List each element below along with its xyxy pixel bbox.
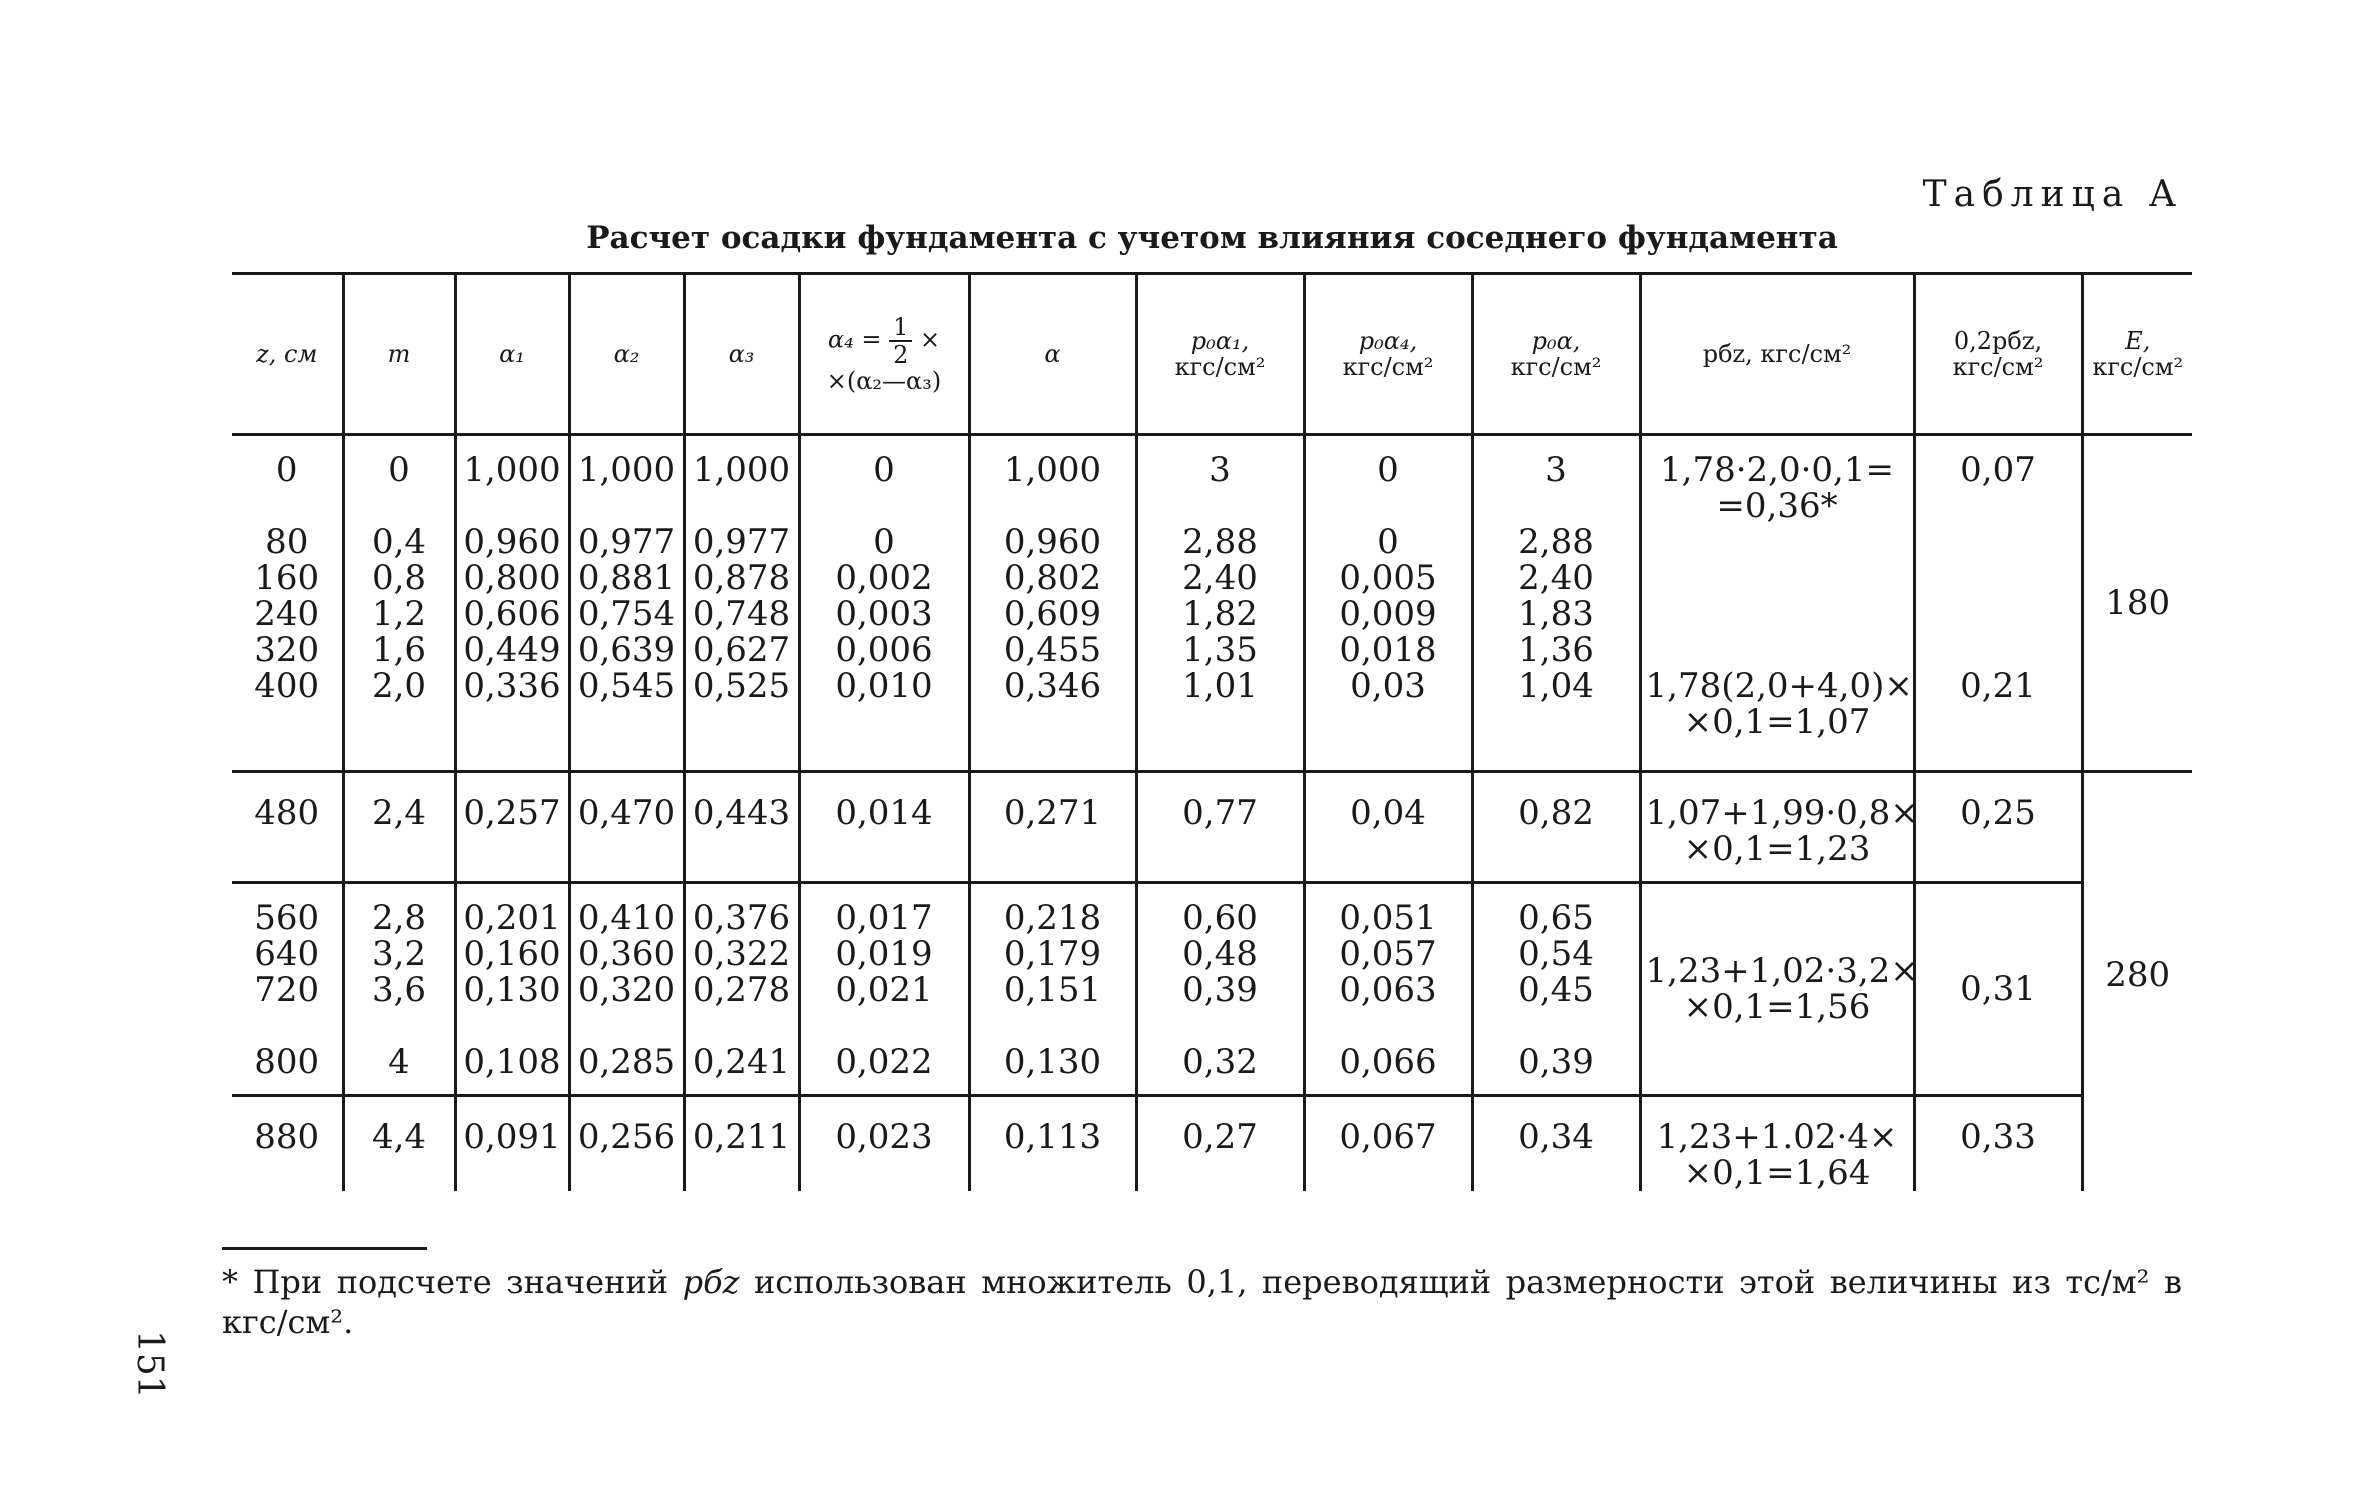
table-row: [232, 452, 2192, 488]
a4-cell: 0,010: [799, 668, 969, 754]
a1-cell: 0,800: [455, 560, 569, 596]
m-cell: 0,4: [343, 488, 455, 560]
m-cell: 4,4: [343, 1096, 455, 1192]
header-alpha: α: [969, 274, 1136, 435]
z-cell: 80: [265, 522, 309, 562]
m-cell: 1,6: [343, 632, 455, 668]
p0a-cell: 0,39: [1472, 1008, 1640, 1096]
header-p0a4: p₀α₄, кгс/см²: [1304, 274, 1472, 435]
a3-cell: 1,000: [684, 452, 799, 488]
z-cell: 240: [254, 594, 320, 634]
a2-cell: 1,000: [569, 452, 684, 488]
alpha-cell: 0,271: [969, 772, 1136, 883]
alpha-cell: 0,151: [969, 972, 1136, 1008]
pbz02-cell: 0,31: [1914, 883, 2082, 1096]
pbz02-cell: 0,21: [1914, 668, 2082, 754]
a3-cell: 0,525: [684, 668, 799, 754]
a2-cell: 0,256: [569, 1096, 684, 1192]
header-a4: α₄ = $\frac{1}{2}$ × ×(α₂—α₃): [799, 274, 969, 435]
m-cell: 1,2: [343, 596, 455, 632]
pbz-cell: 1,23+1,02·3,2× ×0,1=1,56: [1640, 883, 1914, 1096]
p0a-cell: 0,82: [1472, 772, 1640, 883]
table-row: [232, 668, 2192, 754]
header-pbz02: 0,2pбz, кгс/см²: [1914, 274, 2082, 435]
a4-cell: 0,006: [799, 632, 969, 668]
header-pbz: pбz, кгс/см²: [1640, 274, 1914, 435]
a2-cell: 0,977: [569, 488, 684, 560]
e-value-2: 280: [2082, 772, 2192, 1192]
a1-cell: 0,606: [455, 596, 569, 632]
pbz-cell: 1,78·2,0·0,1= =0,36*: [1640, 452, 1914, 560]
a2-cell: 0,545: [569, 668, 684, 754]
p0a1-cell: 0,60: [1136, 883, 1304, 937]
m-cell: 2,4: [343, 772, 455, 883]
p0a1-cell: 0,39: [1136, 972, 1304, 1008]
a2-cell: 0,639: [569, 632, 684, 668]
p0a-cell: 1,83: [1472, 596, 1640, 632]
a2-cell: 0,320: [569, 972, 684, 1008]
p0a-cell: 2,88: [1472, 488, 1640, 560]
p0a1-cell: 2,40: [1136, 560, 1304, 596]
a4-cell: 0: [799, 488, 969, 560]
a2-cell: 0,285: [569, 1008, 684, 1096]
a1-cell: 0,108: [455, 1008, 569, 1096]
alpha-cell: 0,455: [969, 632, 1136, 668]
a1-cell: 1,000: [455, 452, 569, 488]
p0a4-cell: 0,057: [1304, 936, 1472, 972]
p0a1-cell: 1,35: [1136, 632, 1304, 668]
a3-cell: 0,443: [684, 772, 799, 883]
p0a-cell: 0,45: [1472, 972, 1640, 1008]
alpha-cell: 0,113: [969, 1096, 1136, 1192]
a1-cell: 0,336: [455, 668, 569, 754]
p0a4-cell: 0,063: [1304, 972, 1472, 1008]
p0a-cell: 0,65: [1472, 883, 1640, 937]
header-a3: α₃: [684, 274, 799, 435]
p0a1-cell: 0,32: [1136, 1008, 1304, 1096]
p0a-cell: 3: [1472, 452, 1640, 488]
p0a-cell: 0,54: [1472, 936, 1640, 972]
p0a-cell: 1,04: [1472, 668, 1640, 754]
a4-cell: 0: [799, 452, 969, 488]
z-cell: 560: [232, 883, 343, 937]
m-cell: 4: [343, 1008, 455, 1096]
m-cell: 3,6: [343, 972, 455, 1008]
a4-cell: 0,021: [799, 972, 969, 1008]
p0a4-cell: 0,018: [1304, 632, 1472, 668]
p0a4-cell: 0: [1304, 488, 1472, 560]
z-cell: 320: [254, 630, 320, 670]
m-cell: 2,8: [343, 883, 455, 937]
p0a-cell: 0,34: [1472, 1096, 1640, 1192]
a3-cell: 0,977: [684, 488, 799, 560]
a3-cell: 0,241: [684, 1008, 799, 1096]
z-cell: 880: [232, 1096, 343, 1192]
pbz02-cell: 0,33: [1914, 1096, 2082, 1192]
p0a1-cell: 2,88: [1136, 488, 1304, 560]
header-p0a: p₀α, кгс/см²: [1472, 274, 1640, 435]
p0a1-cell: 0,48: [1136, 936, 1304, 972]
a4-cell: 0,023: [799, 1096, 969, 1192]
a2-cell: 0,410: [569, 883, 684, 937]
a1-cell: 0,160: [455, 936, 569, 972]
p0a4-cell: 0,005: [1304, 560, 1472, 596]
z-cell: 0: [275, 450, 298, 490]
a4-cell: 0,003: [799, 596, 969, 632]
p0a1-cell: 1,01: [1136, 668, 1304, 754]
a1-cell: 0,130: [455, 972, 569, 1008]
z-cell: 800: [254, 1042, 320, 1082]
p0a4-cell: 0,04: [1304, 772, 1472, 883]
alpha-cell: 0,130: [969, 1008, 1136, 1096]
a4-cell: 0,014: [799, 772, 969, 883]
p0a1-cell: 3: [1136, 452, 1304, 488]
page-number: 151: [129, 1330, 170, 1399]
table-row: [232, 883, 2192, 937]
a2-cell: 0,754: [569, 596, 684, 632]
m-cell: 3,2: [343, 936, 455, 972]
a3-cell: 0,627: [684, 632, 799, 668]
p0a-cell: 2,40: [1472, 560, 1640, 596]
a2-cell: 0,360: [569, 936, 684, 972]
a4-cell: 0,017: [799, 883, 969, 937]
a4-cell: 0,022: [799, 1008, 969, 1096]
header-m: m: [343, 274, 455, 435]
a1-cell: 0,201: [455, 883, 569, 937]
p0a1-cell: 0,27: [1136, 1096, 1304, 1192]
spacer-row: [232, 754, 2192, 772]
pbz-empty-cell: [1640, 560, 1914, 668]
settlement-table: [232, 272, 2192, 1191]
e-value-1: 180: [2082, 435, 2192, 772]
header-row: [232, 274, 2192, 435]
alpha-cell: 0,960: [969, 488, 1136, 560]
table-caption: Расчет осадки фундамента с учетом влияния соседнего фундамента: [586, 220, 1838, 256]
table-label: Таблица А: [1922, 174, 2183, 215]
a1-cell: 0,449: [455, 632, 569, 668]
p0a4-cell: 0,066: [1304, 1008, 1472, 1096]
footnote-divider: [222, 1247, 427, 1250]
pbz02-empty-cell: [1914, 560, 2082, 668]
a3-cell: 0,322: [684, 936, 799, 972]
header-p0a1: p₀α₁, кгс/см²: [1136, 274, 1304, 435]
header-a1: α₁: [455, 274, 569, 435]
z-cell: 160: [254, 558, 320, 598]
alpha-cell: 0,179: [969, 936, 1136, 972]
p0a1-cell: 1,82: [1136, 596, 1304, 632]
table-row: [232, 1096, 2192, 1192]
a2-cell: 0,470: [569, 772, 684, 883]
a3-cell: 0,376: [684, 883, 799, 937]
a4-cell: 0,002: [799, 560, 969, 596]
a1-cell: 0,257: [455, 772, 569, 883]
table-row: [232, 560, 2192, 596]
pbz-cell: 1,07+1,99·0,8× ×0,1=1,23: [1640, 772, 1914, 883]
z-cell: 480: [232, 772, 343, 883]
m-cell: 0,8: [343, 560, 455, 596]
alpha-cell: 0,609: [969, 596, 1136, 632]
z-cell: 640: [254, 934, 320, 974]
p0a4-cell: 0: [1304, 452, 1472, 488]
a3-cell: 0,278: [684, 972, 799, 1008]
alpha-cell: 1,000: [969, 452, 1136, 488]
pbz02-cell: 0,07: [1914, 452, 2082, 560]
header-a4-fraction: $\frac{1}{2}$: [889, 314, 912, 368]
header-a2: α₂: [569, 274, 684, 435]
footnote-symbol: pбz: [682, 1263, 740, 1301]
m-cell: 0: [343, 452, 455, 488]
a2-cell: 0,881: [569, 560, 684, 596]
header-e: E, кгс/см²: [2082, 274, 2192, 435]
table-row: [232, 772, 2192, 883]
footnote: * При подсчете значений pбz использован множитель 0,1, переводящий размерности этой величины из тс/м² в кгс/см².: [222, 1263, 2183, 1341]
p0a-cell: 1,36: [1472, 632, 1640, 668]
a3-cell: 0,878: [684, 560, 799, 596]
m-cell: 2,0: [343, 668, 455, 754]
p0a4-cell: 0,067: [1304, 1096, 1472, 1192]
pbz-cell: 1,23+1.02·4× ×0,1=1,64: [1640, 1096, 1914, 1192]
a4-cell: 0,019: [799, 936, 969, 972]
p0a1-cell: 0,77: [1136, 772, 1304, 883]
alpha-cell: 0,346: [969, 668, 1136, 754]
z-cell: 400: [254, 666, 320, 706]
pbz-cell: 1,78(2,0+4,0)× ×0,1=1,07: [1640, 668, 1914, 754]
z-cell: 720: [254, 970, 320, 1010]
alpha-cell: 0,802: [969, 560, 1136, 596]
header-z: z, см: [232, 274, 343, 435]
a1-cell: 0,960: [455, 488, 569, 560]
alpha-cell: 0,218: [969, 883, 1136, 937]
a3-cell: 0,748: [684, 596, 799, 632]
a3-cell: 0,211: [684, 1096, 799, 1192]
p0a4-cell: 0,009: [1304, 596, 1472, 632]
p0a4-cell: 0,051: [1304, 883, 1472, 937]
pbz02-cell: 0,25: [1914, 772, 2082, 883]
a1-cell: 0,091: [455, 1096, 569, 1192]
p0a4-cell: 0,03: [1304, 668, 1472, 754]
